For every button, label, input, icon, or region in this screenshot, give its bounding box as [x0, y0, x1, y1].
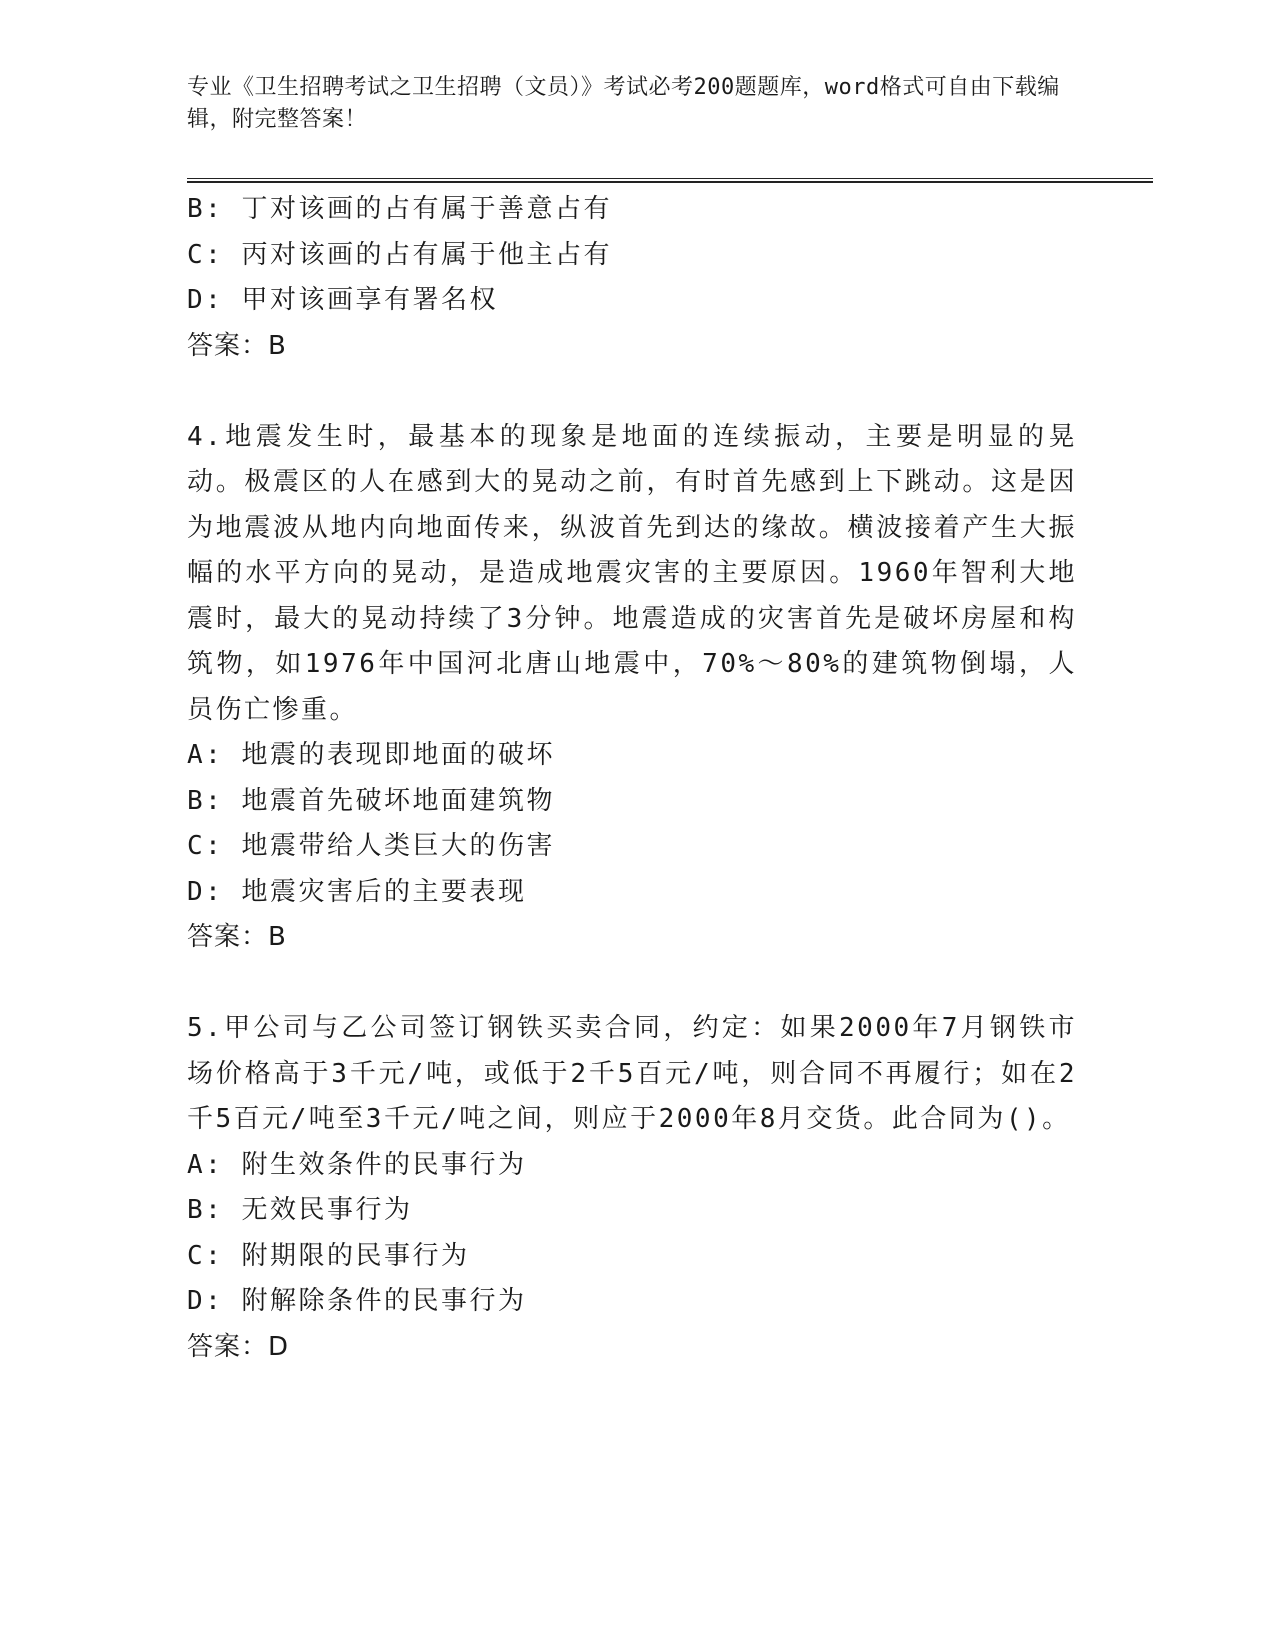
option-c: C: 附期限的民事行为 [187, 1240, 470, 1271]
header-divider-thin [187, 178, 1153, 179]
option-d: D: 附解除条件的民事行为 [187, 1286, 527, 1316]
answer-line: 答案：D [187, 1331, 290, 1362]
answer-line: 答案：B [187, 922, 287, 952]
option-b: B: 丁对该画的占有属于善意占有 [187, 194, 612, 224]
option-b: B: 无效民事行为 [187, 1195, 413, 1225]
option-a: A: 地震的表现即地面的破坏 [187, 740, 555, 770]
spacer [187, 369, 1087, 415]
answer-line: 答案：B [187, 330, 287, 361]
option-c: C: 地震带给人类巨大的伤害 [187, 831, 555, 861]
question-3-tail [187, 187, 1087, 369]
document-header: 专业《卫生招聘考试之卫生招聘（文员）》考试必考200题题库，word格式可自由下载编辑，附完整答案！ [187, 75, 1060, 132]
question-stem: 5.甲公司与乙公司签订钢铁买卖合同，约定：如果2000年7月钢铁市场价格高于3千元/吨，或低于2千5百元/吨，则合同不再履行；如在2千5百元/吨至3千元/吨之间，则应于2000年8月交货。此合同为()。 [187, 1013, 1077, 1134]
question-stem: 4.地震发生时，最基本的现象是地面的连续振动，主要是明显的晃动。极震区的人在感到大的晃动之前，有时首先感到上下跳动。这是因为地震波从地内向地面传来，纵波首先到达的缘故。横波接着产生大振幅的水平方向的晃动，是造成地震灾害的主要原因。1960年智利大地震时，最大的晃动持续了3分钟。地震造成的灾害首先是破坏房屋和构筑物，如1976年中国河北唐山地震中，70%～80%的建筑物倒塌，人员伤亡惨重。 [187, 421, 1077, 725]
question-content [187, 187, 1087, 1370]
spacer [187, 961, 1087, 1007]
option-a: A: 附生效条件的民事行为 [187, 1149, 527, 1180]
option-d: D: 地震灾害后的主要表现 [187, 876, 527, 907]
option-b: B: 地震首先破坏地面建筑物 [187, 785, 555, 816]
question-4 [187, 415, 1087, 961]
question-5 [187, 1006, 1087, 1370]
option-d: D: 甲对该画享有署名权 [187, 285, 498, 315]
header-divider-thick [187, 181, 1153, 183]
option-c: C: 丙对该画的占有属于他主占有 [187, 239, 612, 270]
